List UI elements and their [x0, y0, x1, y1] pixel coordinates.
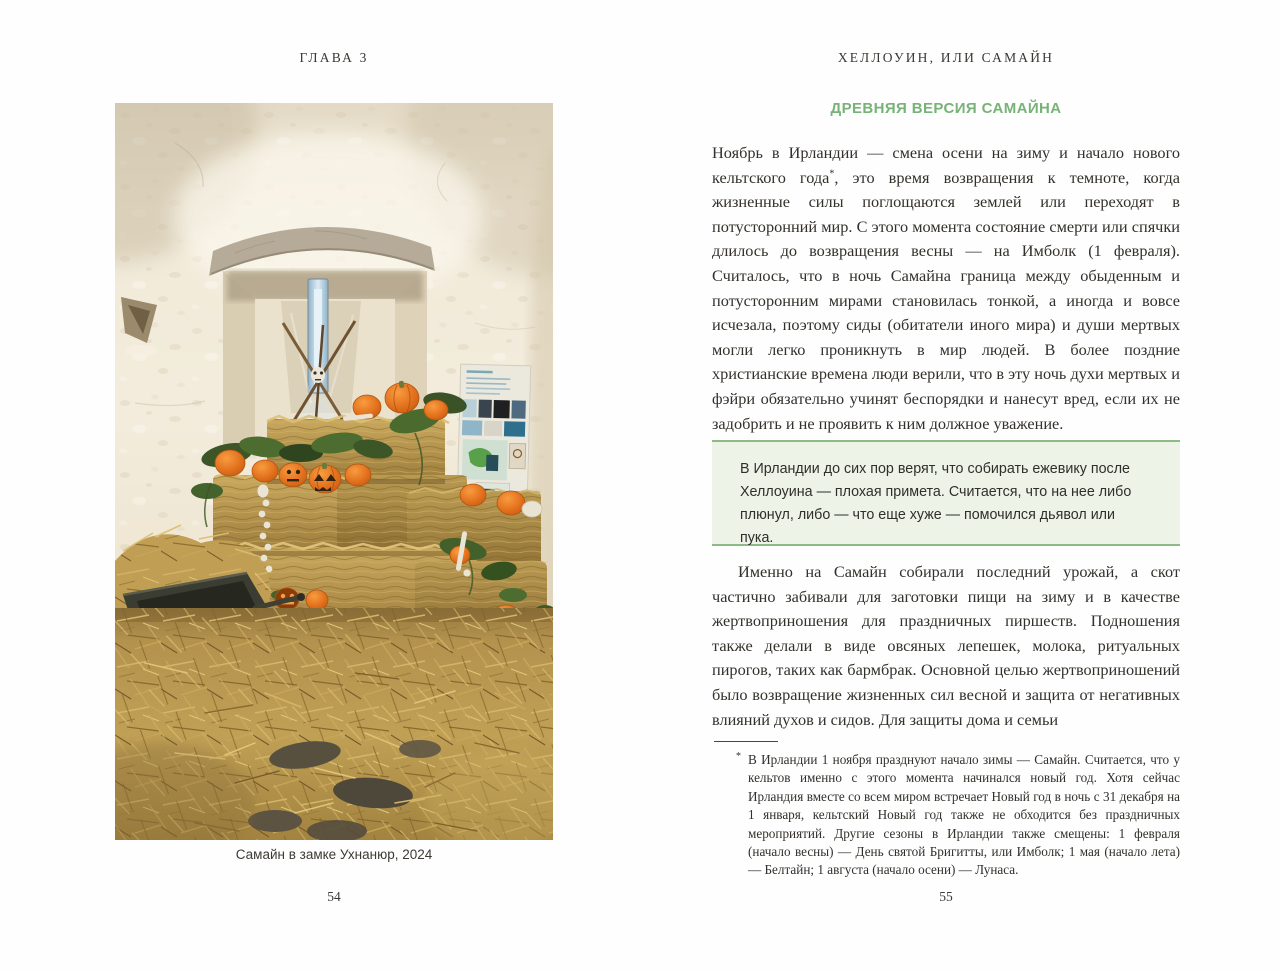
- footnote-asterisk: *: [736, 751, 741, 762]
- callout-box: [712, 440, 1180, 546]
- page-number-right: 55: [939, 889, 953, 904]
- footnote-marker: *: [829, 168, 835, 180]
- footnote: [712, 741, 1180, 880]
- footnote-text: В Ирландии 1 ноября празднуют начало зимы — Самайн. Считается, что у кельтов именно с этого момента начинался новый год. Хотя сейчас Ирландия вместе со всем миром встречает Новый год в ночь с 31 декабря на 1 января, кельтский Новый год также не обходится без праздничных мероприятий. Другие сезоны в Ирландии также смещены: 1 февраля (начало весны) — День святой Бригитты, или Имболк; 1 мая (начало лета) — Белтайн; 1 августа (начало осени) — Лунаса.: [748, 752, 1180, 878]
- samhain-photo-art: [115, 103, 553, 840]
- section-title: ДРЕВНЯЯ ВЕРСИЯ САМАЙНА: [830, 100, 1062, 117]
- straw-floor: [115, 608, 553, 840]
- page-running-head: ХЕЛЛОУИН, ИЛИ САМАЙН: [837, 50, 1055, 65]
- callout-text: В Ирландии до сих пор верят, что собирать ежевику после Хеллоуина — плохая примета. Считается, что на нее либо плюнул, либо — что еще хуже — помочился дьявол или пука.: [740, 461, 1132, 546]
- samhain-photo: [115, 103, 553, 840]
- paragraph-2: Именно на Самайн собирали последний урожай, а скот частично забивали для заготовки пищи на зиму и в качестве жертвоприношения для праздничных пиршеств. Подношения также делали в виде овсяных лепешек, молока, ритуальных пирогов, таких как бармбрак. Основной целью жертвоприношений было возвращение жизненных сил весной и защита от негативных влияний духов и сидов. Для защиты дома и семьи: [712, 562, 1180, 729]
- footnote-divider: [714, 741, 778, 742]
- photo-caption: Самайн в замке Ухнанюр, 2024: [235, 847, 433, 862]
- page-number-left: 54: [327, 889, 341, 904]
- paragraph-1: Ноябрь в Ирландии — смена осени на зиму и начало нового кельтского года*, это время возвращения к темноте, когда жизненные силы поглощаются землей или переходят в потусторонний мир. С этого момента состояние смерти или спячки длилось до возвращения весны — на Имболк (1 февраля). Считалось, что в ночь Самайна граница между обыденным и потусторонним мирами становилась тонкой, а иногда и вовсе исчезала, поэтому сиды (обитатели иного мира) и души мертвых могли легко проникнуть в мир людей. В более поздние христианские времена люди верили, что в эту ночь духи мертвых и фэйри обязательно учинят беспорядки и нанесут вред, если их не задобрить и не проявить к ним должное уважение.: [712, 143, 1180, 433]
- chapter-running-head: ГЛАВА 3: [299, 50, 369, 65]
